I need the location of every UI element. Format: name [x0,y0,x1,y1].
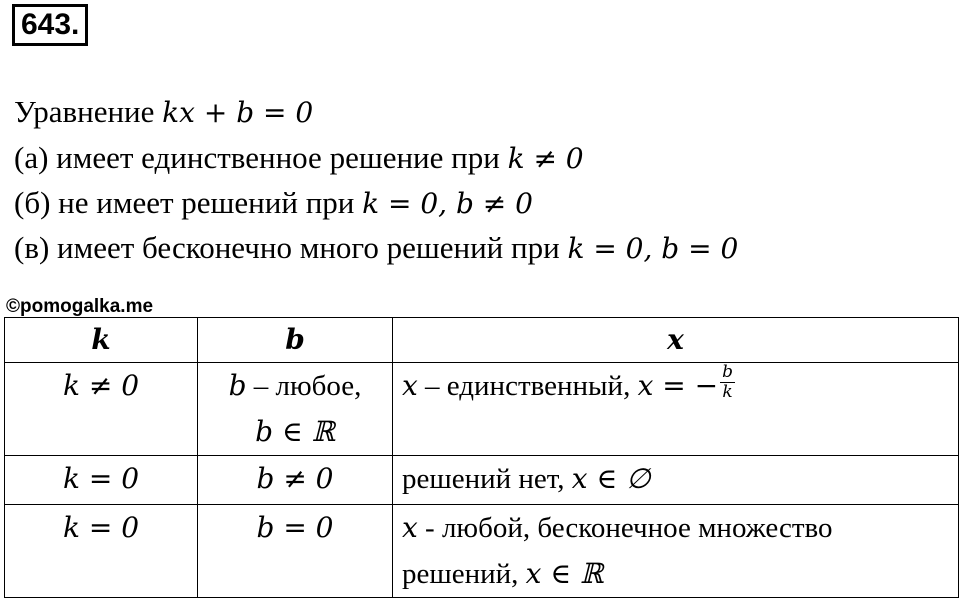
cell-k: k ≠ 0 [5,363,198,456]
cell-x: решений нет, x ∈ ∅ [393,456,959,505]
header-k: k [5,318,198,363]
case-a-line [14,140,584,176]
problem-number: 643. [12,4,88,46]
cell-x: x – единственный, x = − $\frac{b}{k}$ [393,363,959,456]
case-b-line [14,185,533,221]
fraction-b-over-k: $\frac{b}{k}$ [722,361,733,402]
solutions-table [4,317,959,598]
cell-b: b ≠ 0 [198,456,393,505]
cell-x: x - любой, бесконечное множество решений, x ∈ ℝ [393,505,959,598]
table-row [5,456,959,505]
case-a-text: (а) имеет единственное решение при [14,140,508,175]
table-row [5,363,959,456]
case-b-math: k = 0, b ≠ 0 [362,187,533,220]
cell-k: k = 0 [5,456,198,505]
table-row [5,505,959,598]
header-b: b [198,318,393,363]
intro-equation: kx + b = 0 [162,96,314,129]
case-b-text: (б) не имеет решений при [14,185,363,220]
intro-line [14,94,313,130]
cell-b: b – любое, b ∈ ℝ [198,363,393,456]
case-a-math: k ≠ 0 [507,142,584,175]
intro-text: Уравнение [14,94,163,129]
watermark: ©pomogalka.me [6,296,154,317]
cell-k: k = 0 [5,505,198,598]
case-c-math: k = 0, b = 0 [567,232,739,265]
case-c-text: (в) имеет бесконечно много решений при [14,230,568,265]
case-c-line [14,230,738,266]
header-x: x [393,318,959,363]
table-header-row [5,318,959,363]
cell-b: b = 0 [198,505,393,598]
